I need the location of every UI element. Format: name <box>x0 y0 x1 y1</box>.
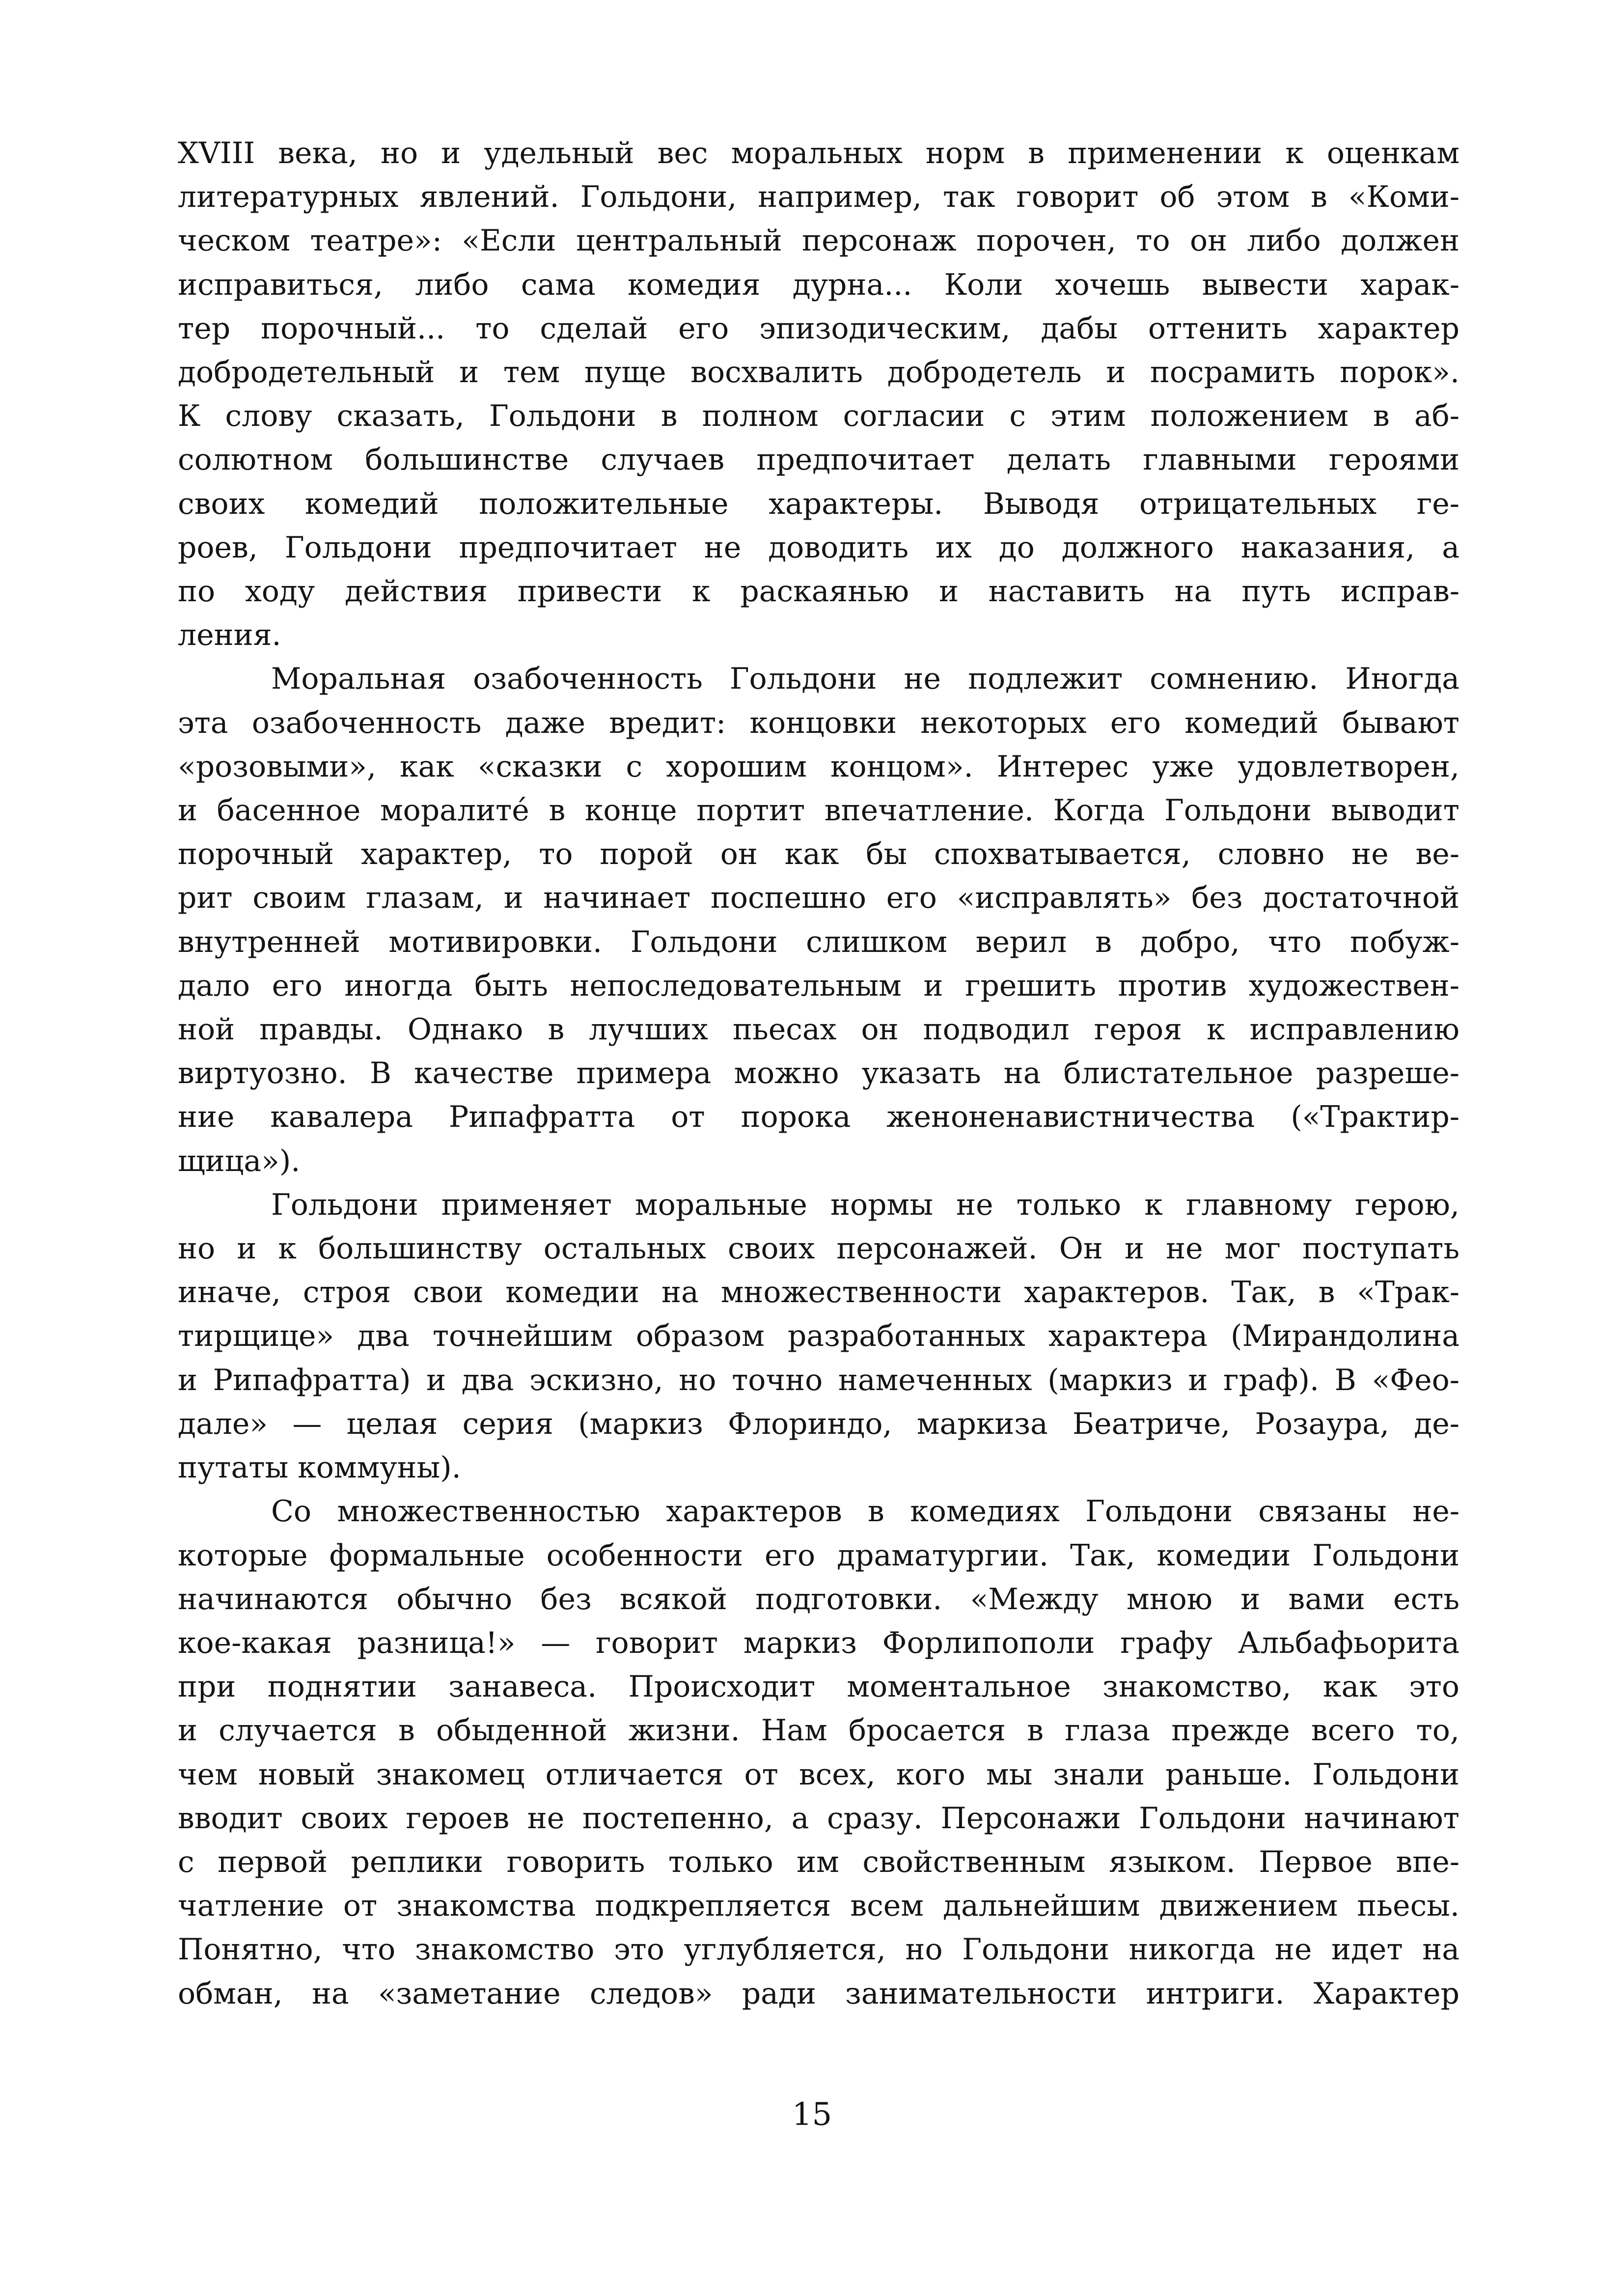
text-line: которые формальные особенности его драматургии. Так, комедии Гольдони <box>178 1538 1459 1573</box>
text-line: Моральная озабоченность Гольдони не подлежит сомнению. Иногда <box>271 662 1459 697</box>
text-line: Со множественностью характеров в комедиях Гольдони связаны не- <box>271 1494 1459 1529</box>
text-line: Гольдони применяет моральные нормы не только к главному герою, <box>271 1187 1459 1222</box>
text-line: и Рипафратта) и два эскизно, но точно намеченных (маркиз и граф). В «Фео- <box>178 1363 1459 1397</box>
text-line: ческом театре»: «Если центральный персонаж порочен, то он либо должен <box>178 223 1459 258</box>
text-line: Понятно, что знакомство это углубляется, но Гольдони никогда не идет на <box>178 1932 1459 1967</box>
text-line: роев, Гольдони предпочитает не доводить их до должного наказания, а <box>178 530 1459 565</box>
text-line: ления. <box>178 618 281 653</box>
text-line: эта озабоченность даже вредит: концовки некоторых его комедий бывают <box>178 705 1459 740</box>
text-line: рит своим глазам, и начинает поспешно его «исправлять» без достаточной <box>178 881 1459 916</box>
text-line: начинаются обычно без всякой подготовки. «Между мною и вами есть <box>178 1582 1459 1617</box>
text-line: своих комедий положительные характеры. Выводя отрицательных ге- <box>178 486 1459 521</box>
text-line: но и к большинству остальных своих персонажей. Он и не мог поступать <box>178 1231 1459 1266</box>
text-line: виртуозно. В качестве примера можно указать на блистательное разреше- <box>178 1056 1459 1091</box>
text-line: по ходу действия привести к раскаянью и наставить на путь исправ- <box>178 574 1459 609</box>
text-line: «розовыми», как «сказки с хорошим концом». Интерес уже удовлетворен, <box>178 749 1459 784</box>
text-line: дале» — целая серия (маркиз Флориндо, маркиза Беатриче, Розаура, де- <box>178 1406 1459 1441</box>
text-line: внутренней мотивировки. Гольдони слишком верил в добро, что побуж- <box>178 924 1459 959</box>
page-number: 15 <box>792 2096 832 2133</box>
text-line: К слову сказать, Гольдони в полном согласии с этим положением в аб- <box>178 399 1459 434</box>
text-line: тирщице» два точнейшим образом разработанных характера (Мирандолина <box>178 1319 1459 1354</box>
text-line: чем новый знакомец отличается от всех, кого мы знали раньше. Гольдони <box>178 1757 1459 1792</box>
text-line: иначе, строя свои комедии на множественности характеров. Так, в «Трак- <box>178 1275 1459 1310</box>
text-line: с первой реплики говорить только им свойственным языком. Первое впе- <box>178 1844 1459 1879</box>
text-line: и басенное моралитé в конце портит впечатление. Когда Гольдони выводит <box>178 793 1459 828</box>
paragraph <box>178 132 1459 657</box>
body-text <box>178 132 1459 2016</box>
text-line: вводит своих героев не постепенно, а сразу. Персонажи Гольдони начинают <box>178 1801 1459 1836</box>
text-line: путаты коммуны). <box>178 1450 461 1485</box>
text-line: щица»). <box>178 1143 301 1178</box>
text-line: при поднятии занавеса. Происходит моментальное знакомство, как это <box>178 1670 1459 1704</box>
text-line: XVIII века, но и удельный вес моральных норм в применении к оценкам <box>178 136 1459 170</box>
text-line: обман, на «заметание следов» ради занимательности интриги. Характер <box>178 1976 1459 2011</box>
text-line: ние кавалера Рипафратта от порока женоненавистничества («Трактир- <box>178 1100 1459 1135</box>
text-line: и случается в обыденной жизни. Нам бросается в глаза прежде всего то, <box>178 1713 1459 1748</box>
text-line: литературных явлений. Гольдони, например, так говорит об этом в «Коми- <box>178 180 1459 215</box>
text-line: тер порочный... то сделай его эпизодическим, дабы оттенить характер <box>178 311 1459 346</box>
text-line: исправиться, либо сама комедия дурна... Коли хочешь вывести харак- <box>178 267 1459 302</box>
text-line: добродетельный и тем пуще восхвалить добродетель и посрамить порок». <box>178 355 1459 390</box>
text-line: ной правды. Однако в лучших пьесах он подводил героя к исправлению <box>178 1012 1459 1047</box>
paragraph <box>178 657 1459 1183</box>
text-line: кое-какая разница!» — говорит маркиз Форлипополи графу Альбафьорита <box>178 1625 1459 1660</box>
text-line: дало его иногда быть непоследовательным и грешить против художествен- <box>178 968 1459 1003</box>
text-line: солютном большинстве случаев предпочитает делать главными героями <box>178 443 1459 477</box>
text-line: порочный характер, то порой он как бы спохватывается, словно не ве- <box>178 837 1459 872</box>
paragraph <box>178 1183 1459 1490</box>
text-line: чатление от знакомства подкрепляется всем дальнейшим движением пьесы. <box>178 1889 1459 1924</box>
paragraph <box>178 1490 1459 2015</box>
